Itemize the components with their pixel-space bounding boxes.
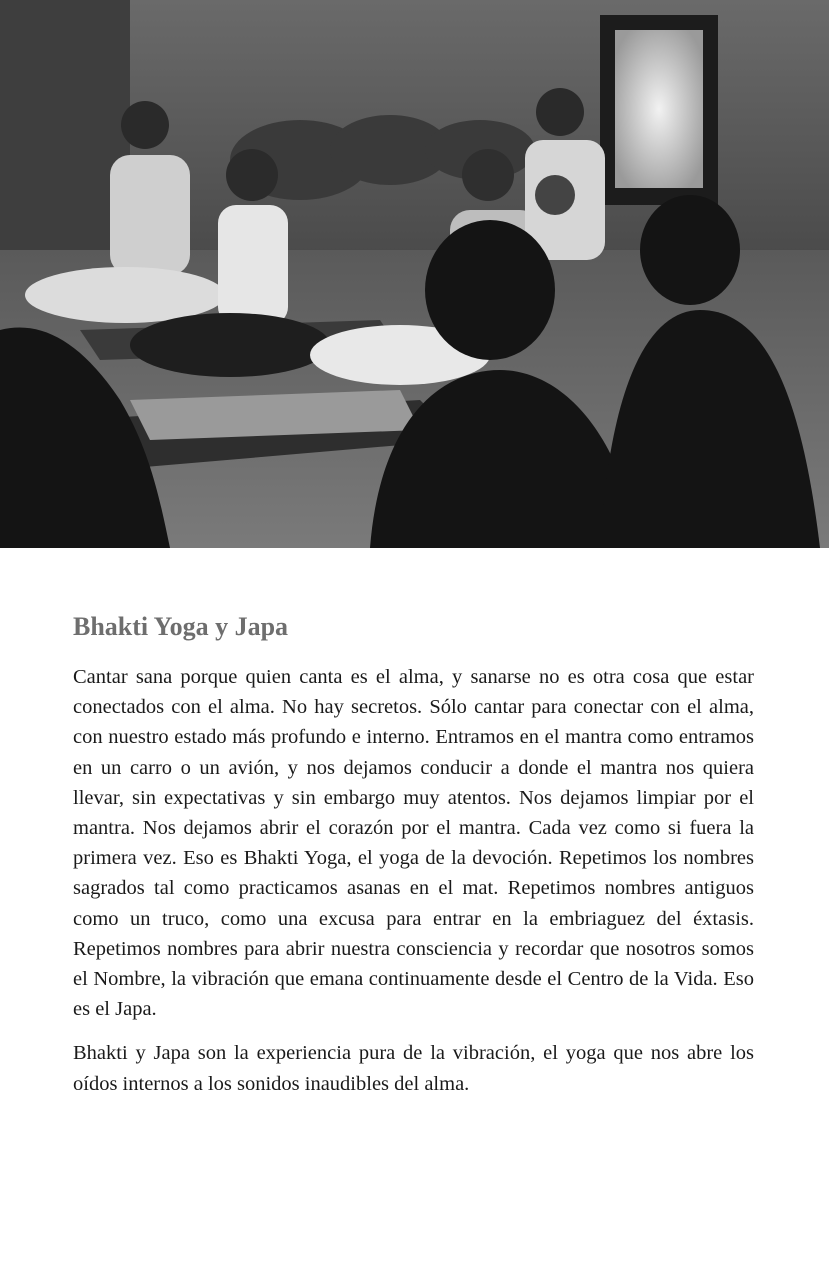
yoga-class-photo	[0, 0, 829, 548]
paragraph-1: Cantar sana porque quien canta es el alma, y sanarse no es otra cosa que estar conectados con el alma. No hay secretos. Sólo cantar para conectar con el alma, con nuestro estado más profundo e interno. Entramos en el mantra como entramos en un carro o un avión, y nos dejamos conducir a donde el mantra nos quiera llevar, sin expectativas y sin embargo muy atentos. Nos dejamos limpiar por el mantra. Nos dejamos abrir el corazón por el mantra. Cada vez como si fuera la primera vez. Eso es Bhakti Yoga, el yoga de la devoción. Repetimos los nombres sagrados tal como practicamos asanas en el mat. Repetimos nombres antiguos como un truco, como una excusa para entrar en la embriaguez del éxtasis. Repetimos nombres para abrir nuestra consciencia y recordar que nosotros somos el Nombre, la vibración que emana continuamente desde el Centro de la Vida. Eso es el Japa.	[73, 666, 754, 1021]
section-heading: Bhakti Yoga y Japa	[73, 612, 289, 641]
paragraph-2: Bhakti y Japa son la experiencia pura de la vibración, el yoga que nos abre los oídos internos a los sonidos inaudibles del alma.	[73, 1042, 754, 1095]
article-content	[73, 608, 754, 1113]
